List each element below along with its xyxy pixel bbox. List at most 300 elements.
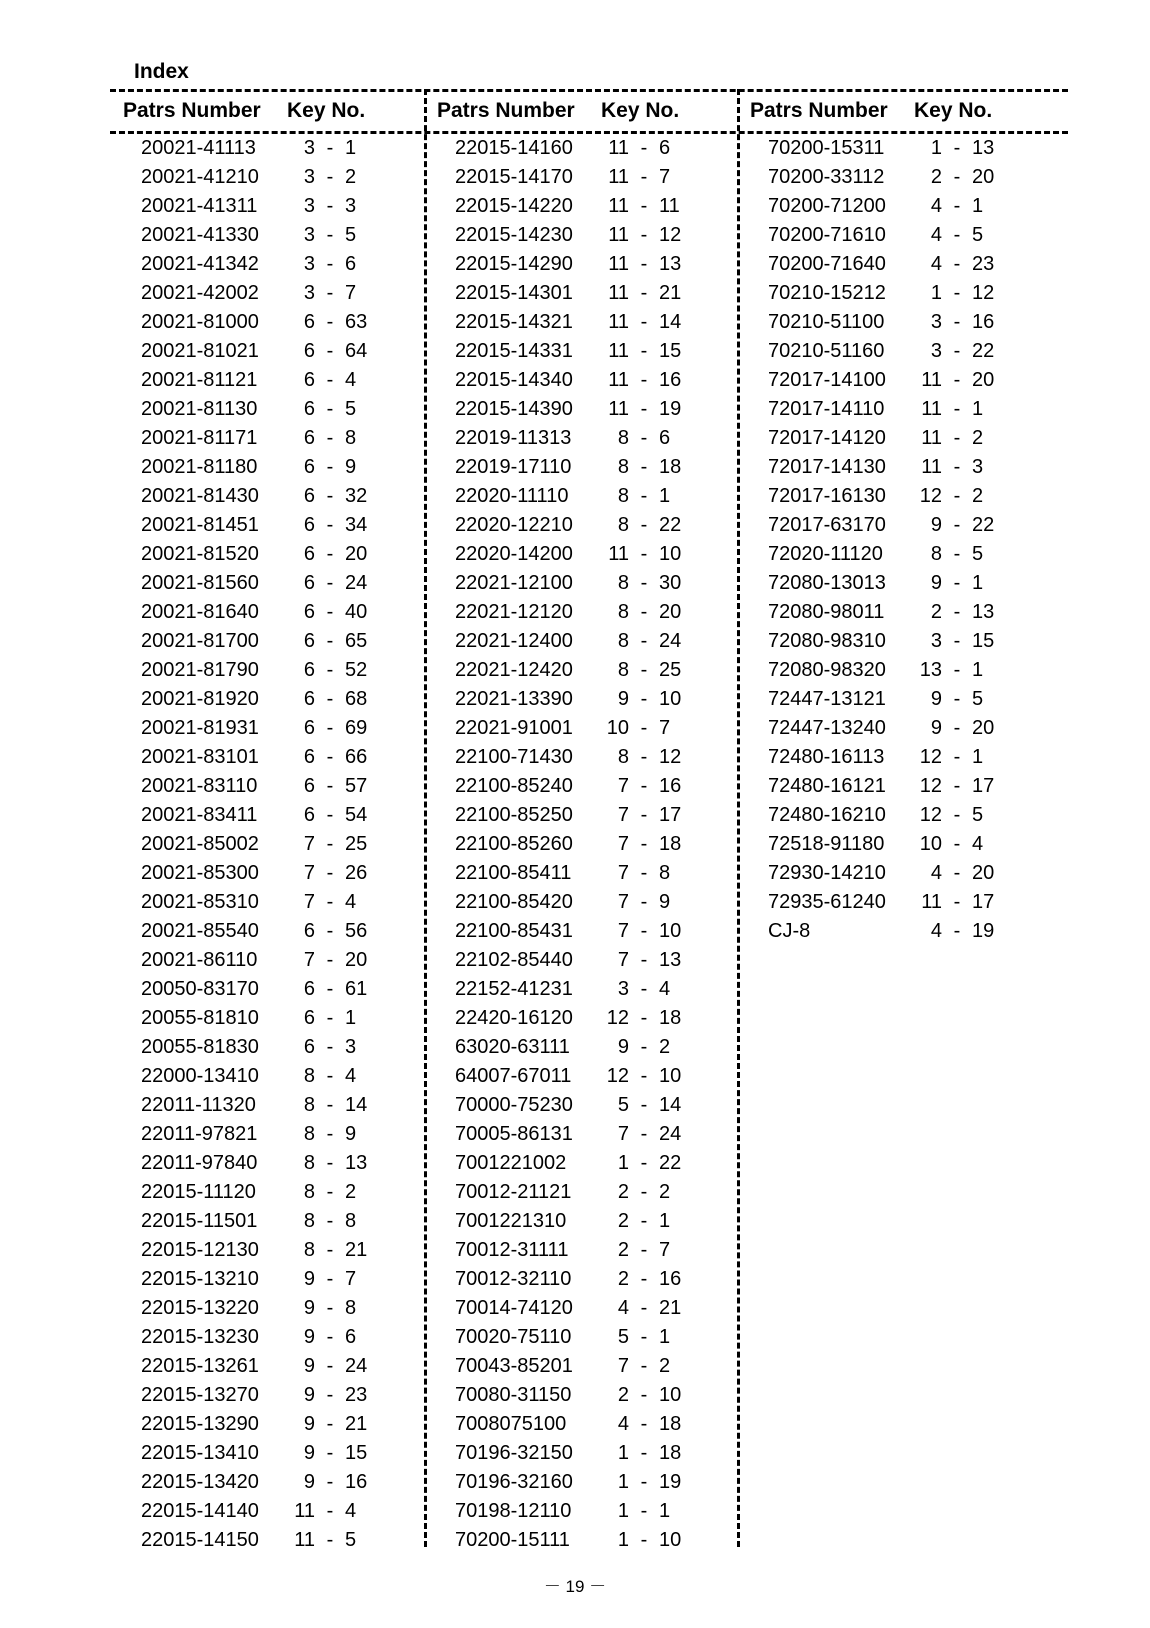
part-number: 22100-71430 xyxy=(455,746,573,768)
part-number: 70005-86131 xyxy=(455,1123,573,1145)
index-rows xyxy=(740,134,1040,946)
key-separator: - xyxy=(640,456,648,478)
index-row xyxy=(113,830,413,859)
part-number: 20021-81000 xyxy=(141,311,259,333)
key-item: 13 xyxy=(972,137,995,159)
key-item: 15 xyxy=(972,630,995,652)
key-figure: 9 xyxy=(303,1413,315,1435)
index-row xyxy=(113,743,413,772)
part-number: 22011-97821 xyxy=(141,1123,258,1145)
key-item: 16 xyxy=(345,1471,368,1493)
key-figure: 7 xyxy=(303,891,315,913)
key-figure: 7 xyxy=(303,833,315,855)
key-separator: - xyxy=(640,1471,648,1493)
key-item: 20 xyxy=(972,369,995,391)
key-figure: 6 xyxy=(303,630,315,652)
key-figure: 3 xyxy=(617,978,629,1000)
part-number: 20021-86110 xyxy=(141,949,258,971)
key-separator: - xyxy=(326,1094,334,1116)
key-separator: - xyxy=(640,369,648,391)
key-item: 1 xyxy=(972,746,984,768)
key-figure: 3 xyxy=(303,224,315,246)
key-figure: 2 xyxy=(930,166,942,188)
key-figure: 3 xyxy=(930,311,942,333)
key-item: 2 xyxy=(659,1355,671,1377)
part-number: 22015-13410 xyxy=(141,1442,259,1464)
key-item: 20 xyxy=(972,862,995,884)
key-separator: - xyxy=(640,601,648,623)
parts-number-header: Patrs Number xyxy=(123,99,261,122)
key-figure: 8 xyxy=(303,1123,315,1145)
part-number: 70020-75110 xyxy=(455,1326,572,1348)
key-separator: - xyxy=(640,166,648,188)
key-separator: - xyxy=(953,224,961,246)
key-figure: 11 xyxy=(921,398,942,420)
key-separator: - xyxy=(953,804,961,826)
index-row xyxy=(740,917,1040,946)
part-number: 7001221310 xyxy=(455,1210,567,1232)
key-figure: 3 xyxy=(303,282,315,304)
key-figure: 6 xyxy=(303,1007,315,1029)
index-row xyxy=(427,1120,727,1149)
key-item: 24 xyxy=(659,630,682,652)
index-row xyxy=(113,1265,413,1294)
key-figure: 6 xyxy=(303,427,315,449)
key-separator: - xyxy=(953,543,961,565)
key-separator: - xyxy=(326,891,334,913)
index-row xyxy=(427,656,727,685)
part-number: 22021-13390 xyxy=(455,688,573,710)
part-number: 72017-14100 xyxy=(768,369,886,391)
key-item: 18 xyxy=(659,1007,682,1029)
key-item: 19 xyxy=(972,920,995,942)
index-row xyxy=(427,946,727,975)
index-row xyxy=(427,1207,727,1236)
key-separator: - xyxy=(953,456,961,478)
part-number: 22020-14200 xyxy=(455,543,573,565)
key-figure: 11 xyxy=(294,1529,315,1551)
index-row xyxy=(427,1178,727,1207)
key-item: 13 xyxy=(345,1152,368,1174)
key-separator: - xyxy=(326,485,334,507)
key-item: 4 xyxy=(345,369,357,391)
key-item: 16 xyxy=(659,369,682,391)
key-item: 6 xyxy=(345,1326,357,1348)
key-figure: 3 xyxy=(930,630,942,652)
key-figure: 9 xyxy=(617,1036,629,1058)
key-item: 22 xyxy=(972,340,995,362)
part-number: 20021-85002 xyxy=(141,833,259,855)
index-row xyxy=(427,1381,727,1410)
key-separator: - xyxy=(640,1181,648,1203)
index-row xyxy=(740,888,1040,917)
index-row xyxy=(740,772,1040,801)
key-separator: - xyxy=(326,746,334,768)
key-figure: 8 xyxy=(617,427,629,449)
key-separator: - xyxy=(326,833,334,855)
key-separator: - xyxy=(640,1007,648,1029)
index-row xyxy=(427,1265,727,1294)
index-row xyxy=(113,1381,413,1410)
index-row xyxy=(740,163,1040,192)
key-item: 69 xyxy=(345,717,368,739)
index-row xyxy=(740,714,1040,743)
part-number: 20021-81790 xyxy=(141,659,259,681)
key-figure: 9 xyxy=(930,717,942,739)
key-figure: 7 xyxy=(617,1355,629,1377)
key-separator: - xyxy=(640,1152,648,1174)
key-separator: - xyxy=(326,1239,334,1261)
key-separator: - xyxy=(326,398,334,420)
key-item: 11 xyxy=(659,195,680,217)
index-row xyxy=(740,743,1040,772)
key-separator: - xyxy=(953,920,961,942)
key-separator: - xyxy=(640,224,648,246)
key-figure: 12 xyxy=(919,485,942,507)
key-figure: 8 xyxy=(617,572,629,594)
key-separator: - xyxy=(953,166,961,188)
index-row xyxy=(113,1062,413,1091)
index-row xyxy=(427,424,727,453)
key-no-header: Key No. xyxy=(914,99,993,122)
part-number: 22015-11501 xyxy=(141,1210,258,1232)
index-row xyxy=(740,685,1040,714)
part-number: 22020-11110 xyxy=(455,485,569,507)
part-number: 20021-81171 xyxy=(141,427,258,449)
key-separator: - xyxy=(326,1355,334,1377)
key-item: 20 xyxy=(659,601,682,623)
index-row xyxy=(113,946,413,975)
key-separator: - xyxy=(326,224,334,246)
index-row xyxy=(113,859,413,888)
index-row xyxy=(427,453,727,482)
part-number: 7001221002 xyxy=(455,1152,567,1174)
part-number: 70210-51160 xyxy=(768,340,885,362)
part-number: 72447-13240 xyxy=(768,717,886,739)
key-separator: - xyxy=(640,630,648,652)
index-row xyxy=(113,511,413,540)
key-figure: 6 xyxy=(303,543,315,565)
key-separator: - xyxy=(326,456,334,478)
part-number: 70198-12110 xyxy=(455,1500,572,1522)
key-separator: - xyxy=(640,920,648,942)
key-item: 9 xyxy=(345,1123,357,1145)
key-item: 8 xyxy=(345,1297,357,1319)
key-item: 19 xyxy=(659,1471,682,1493)
key-separator: - xyxy=(326,514,334,536)
index-row xyxy=(113,1439,413,1468)
part-number: 22102-85440 xyxy=(455,949,573,971)
part-number: 72080-98320 xyxy=(768,659,886,681)
key-figure: 7 xyxy=(617,1123,629,1145)
key-separator: - xyxy=(953,572,961,594)
key-figure: 6 xyxy=(303,456,315,478)
part-number: 22100-85431 xyxy=(455,920,573,942)
part-number: 70012-21121 xyxy=(455,1181,572,1203)
key-separator: - xyxy=(640,1239,648,1261)
key-separator: - xyxy=(953,717,961,739)
key-item: 25 xyxy=(345,833,368,855)
index-row xyxy=(740,627,1040,656)
index-row xyxy=(427,540,727,569)
part-number: 64007-67011 xyxy=(455,1065,572,1087)
key-figure: 6 xyxy=(303,340,315,362)
key-separator: - xyxy=(640,1268,648,1290)
key-item: 65 xyxy=(345,630,368,652)
key-separator: - xyxy=(640,427,648,449)
key-figure: 8 xyxy=(617,485,629,507)
key-figure: 6 xyxy=(303,311,315,333)
index-row xyxy=(740,279,1040,308)
key-figure: 6 xyxy=(303,775,315,797)
key-separator: - xyxy=(640,485,648,507)
key-item: 1 xyxy=(972,195,984,217)
key-separator: - xyxy=(953,601,961,623)
part-number: 20021-81920 xyxy=(141,688,259,710)
index-row xyxy=(427,250,727,279)
key-item: 56 xyxy=(345,920,368,942)
key-separator: - xyxy=(326,1471,334,1493)
key-figure: 7 xyxy=(617,833,629,855)
part-number: 22021-12120 xyxy=(455,601,573,623)
index-row xyxy=(427,917,727,946)
index-row xyxy=(740,511,1040,540)
page-number: － 19 － xyxy=(543,1577,607,1596)
index-row xyxy=(427,772,727,801)
key-item: 2 xyxy=(345,166,357,188)
key-separator: - xyxy=(326,1123,334,1145)
part-number: 20021-81931 xyxy=(141,717,259,739)
key-separator: - xyxy=(326,804,334,826)
index-row xyxy=(427,1062,727,1091)
key-item: 7 xyxy=(659,1239,671,1261)
key-item: 18 xyxy=(659,456,682,478)
key-separator: - xyxy=(953,137,961,159)
index-row xyxy=(113,308,413,337)
index-row xyxy=(427,134,727,163)
index-row xyxy=(113,1323,413,1352)
index-row xyxy=(427,714,727,743)
key-item: 23 xyxy=(345,1384,368,1406)
part-number: 70043-85201 xyxy=(455,1355,573,1377)
key-figure: 11 xyxy=(608,398,629,420)
key-item: 3 xyxy=(345,195,357,217)
key-separator: - xyxy=(326,862,334,884)
key-item: 5 xyxy=(972,804,984,826)
key-separator: - xyxy=(326,1326,334,1348)
key-separator: - xyxy=(326,601,334,623)
index-row xyxy=(427,830,727,859)
index-row xyxy=(740,859,1040,888)
part-number: 70080-31150 xyxy=(455,1384,572,1406)
index-row xyxy=(740,453,1040,482)
key-figure: 11 xyxy=(608,166,629,188)
key-item: 4 xyxy=(972,833,984,855)
key-separator: - xyxy=(640,137,648,159)
key-figure: 8 xyxy=(303,1181,315,1203)
key-figure: 2 xyxy=(930,601,942,623)
key-item: 16 xyxy=(972,311,995,333)
key-item: 13 xyxy=(659,253,682,275)
index-row xyxy=(740,801,1040,830)
key-item: 17 xyxy=(972,891,995,913)
index-row xyxy=(113,1526,413,1555)
key-separator: - xyxy=(326,543,334,565)
key-separator: - xyxy=(953,427,961,449)
part-number: 22015-11120 xyxy=(141,1181,256,1203)
key-separator: - xyxy=(326,630,334,652)
index-row xyxy=(113,772,413,801)
index-column-3 xyxy=(740,92,1040,942)
part-number: 22021-12420 xyxy=(455,659,573,681)
key-separator: - xyxy=(953,369,961,391)
index-row xyxy=(113,1120,413,1149)
key-separator: - xyxy=(640,311,648,333)
key-separator: - xyxy=(953,485,961,507)
key-item: 2 xyxy=(659,1181,671,1203)
part-number: 20021-81640 xyxy=(141,601,259,623)
key-figure: 4 xyxy=(617,1413,629,1435)
key-separator: - xyxy=(326,1210,334,1232)
part-number: 22011-97840 xyxy=(141,1152,258,1174)
part-number: 72080-98310 xyxy=(768,630,886,652)
column-header xyxy=(113,92,413,130)
index-row xyxy=(740,221,1040,250)
part-number: 22420-16120 xyxy=(455,1007,573,1029)
key-item: 2 xyxy=(972,427,984,449)
key-figure: 11 xyxy=(608,369,629,391)
key-item: 20 xyxy=(345,949,368,971)
index-row xyxy=(740,192,1040,221)
part-number: 20055-81810 xyxy=(141,1007,259,1029)
key-separator: - xyxy=(953,311,961,333)
key-separator: - xyxy=(326,1036,334,1058)
key-item: 19 xyxy=(659,398,682,420)
key-item: 8 xyxy=(345,427,357,449)
part-number: 22015-14150 xyxy=(141,1529,259,1551)
index-row xyxy=(427,1149,727,1178)
index-row xyxy=(113,714,413,743)
part-number: 22015-14220 xyxy=(455,195,573,217)
key-figure: 2 xyxy=(617,1210,629,1232)
index-row xyxy=(113,1294,413,1323)
key-figure: 4 xyxy=(930,920,942,942)
key-separator: - xyxy=(326,1413,334,1435)
key-item: 5 xyxy=(345,398,357,420)
key-figure: 9 xyxy=(303,1384,315,1406)
index-row xyxy=(740,598,1040,627)
index-row xyxy=(427,308,727,337)
index-row xyxy=(427,337,727,366)
key-separator: - xyxy=(326,1181,334,1203)
key-item: 8 xyxy=(659,862,671,884)
part-number: 20021-83110 xyxy=(141,775,258,797)
index-row xyxy=(113,1091,413,1120)
part-number: 20021-41210 xyxy=(141,166,259,188)
part-number: 20021-81130 xyxy=(141,398,258,420)
key-item: 30 xyxy=(659,572,682,594)
part-number: 70210-15212 xyxy=(768,282,886,304)
key-separator: - xyxy=(326,775,334,797)
index-row xyxy=(427,685,727,714)
key-separator: - xyxy=(326,1007,334,1029)
index-row xyxy=(113,1236,413,1265)
part-number: 20021-41113 xyxy=(141,137,256,159)
index-row xyxy=(113,888,413,917)
key-item: 13 xyxy=(659,949,682,971)
key-figure: 11 xyxy=(921,369,942,391)
index-row xyxy=(113,917,413,946)
index-row xyxy=(113,192,413,221)
key-figure: 11 xyxy=(921,456,942,478)
key-separator: - xyxy=(640,717,648,739)
key-figure: 6 xyxy=(303,369,315,391)
key-figure: 13 xyxy=(919,659,942,681)
part-number: 22015-14230 xyxy=(455,224,573,246)
part-number: 22000-13410 xyxy=(141,1065,259,1087)
index-row xyxy=(427,1410,727,1439)
part-number: 22015-13270 xyxy=(141,1384,259,1406)
key-item: 18 xyxy=(659,833,682,855)
index-row xyxy=(113,1178,413,1207)
part-number: 72518-91180 xyxy=(768,833,885,855)
index-row xyxy=(113,627,413,656)
part-number: 72017-14110 xyxy=(768,398,885,420)
part-number: 72480-16113 xyxy=(768,746,885,768)
key-figure: 8 xyxy=(617,746,629,768)
key-no-header: Key No. xyxy=(601,99,680,122)
key-figure: 8 xyxy=(617,630,629,652)
key-item: 12 xyxy=(972,282,995,304)
key-item: 64 xyxy=(345,340,368,362)
part-number: 20021-85300 xyxy=(141,862,259,884)
part-number: 72017-14130 xyxy=(768,456,886,478)
key-item: 16 xyxy=(659,775,682,797)
key-item: 17 xyxy=(659,804,682,826)
index-row xyxy=(113,975,413,1004)
key-separator: - xyxy=(326,1297,334,1319)
key-item: 21 xyxy=(345,1239,368,1261)
key-separator: - xyxy=(640,891,648,913)
key-no-header: Key No. xyxy=(287,99,366,122)
key-figure: 11 xyxy=(608,195,629,217)
key-figure: 9 xyxy=(303,1355,315,1377)
index-row xyxy=(113,801,413,830)
key-separator: - xyxy=(953,630,961,652)
key-item: 1 xyxy=(345,137,357,159)
index-row xyxy=(427,1497,727,1526)
key-separator: - xyxy=(326,717,334,739)
key-item: 1 xyxy=(659,1210,671,1232)
key-figure: 8 xyxy=(303,1239,315,1261)
part-number: 22015-14340 xyxy=(455,369,573,391)
index-row xyxy=(113,279,413,308)
key-figure: 2 xyxy=(617,1384,629,1406)
key-item: 9 xyxy=(345,456,357,478)
part-number: 20021-41311 xyxy=(141,195,258,217)
part-number: 22100-85250 xyxy=(455,804,573,826)
index-row xyxy=(427,1033,727,1062)
key-separator: - xyxy=(326,659,334,681)
key-item: 22 xyxy=(972,514,995,536)
index-row xyxy=(113,685,413,714)
key-figure: 11 xyxy=(921,891,942,913)
key-item: 7 xyxy=(659,717,671,739)
index-row xyxy=(740,656,1040,685)
part-number: 22015-14390 xyxy=(455,398,573,420)
part-number: 72020-11120 xyxy=(768,543,883,565)
part-number: 22152-41231 xyxy=(455,978,573,1000)
